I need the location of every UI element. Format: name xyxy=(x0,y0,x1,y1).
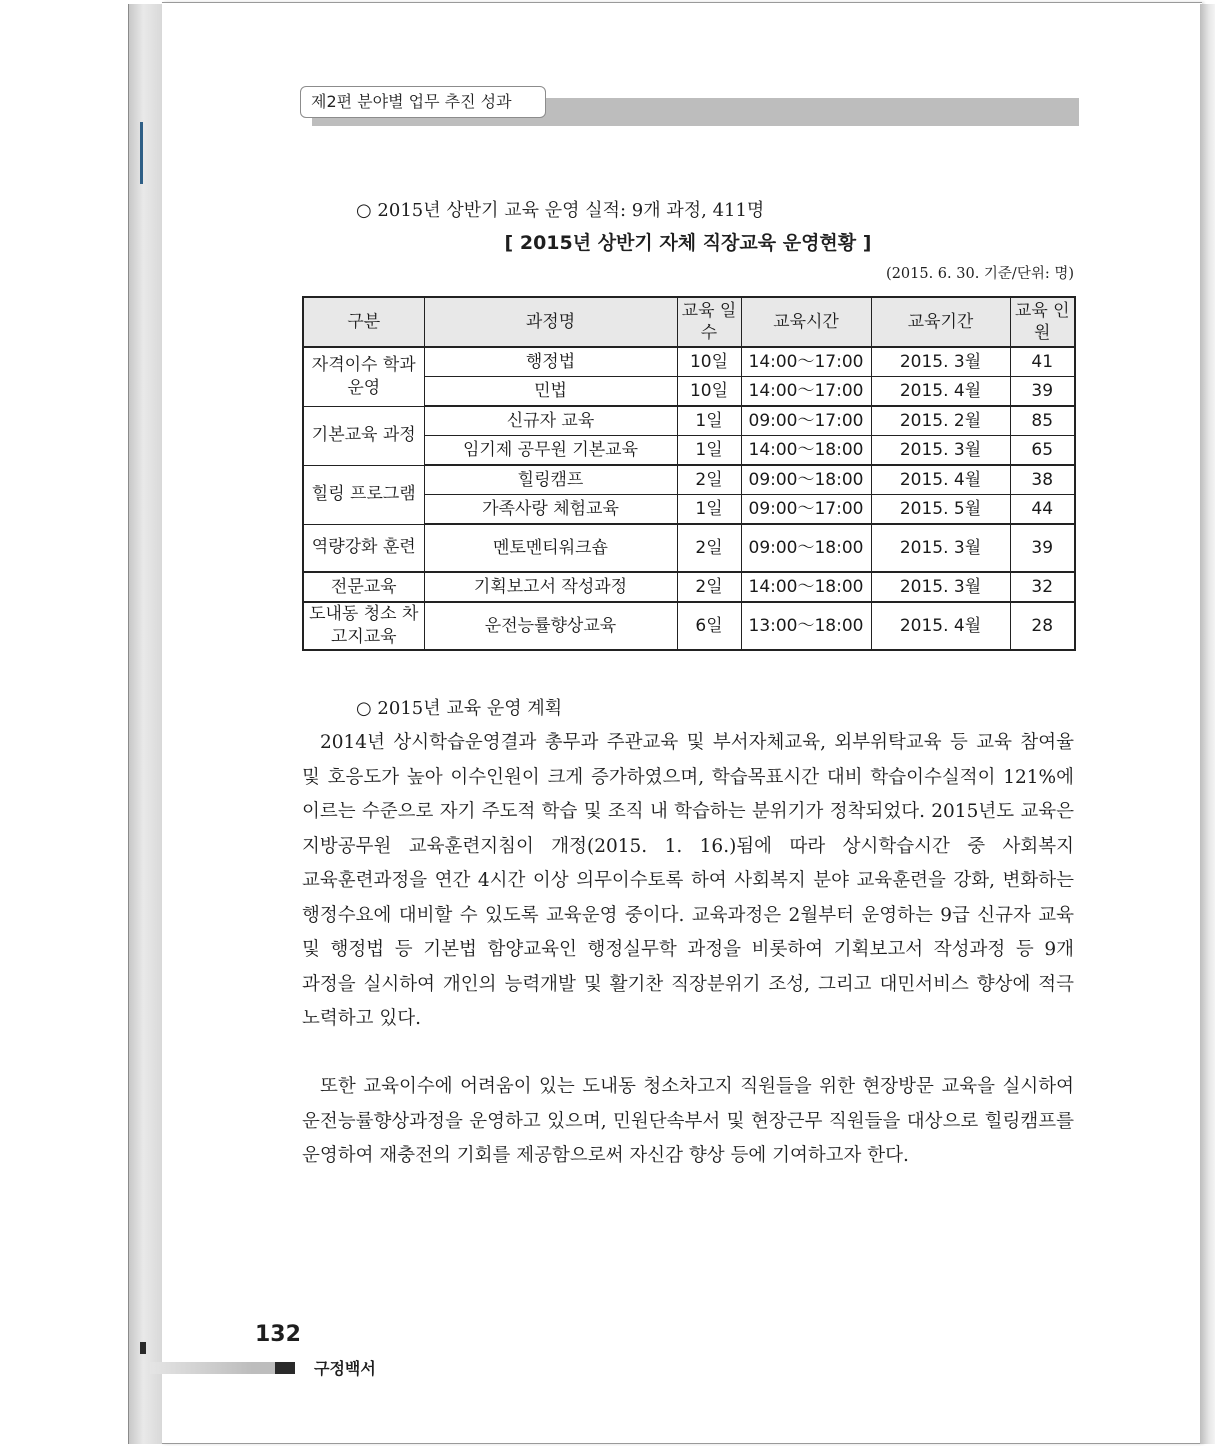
header-period: 교육기간 xyxy=(871,297,1010,347)
table-row xyxy=(303,406,1075,436)
spine-bottom-mark xyxy=(140,1342,146,1354)
time-cell: 14:00～17:00 xyxy=(741,377,871,407)
book-title: 구정백서 xyxy=(314,1359,376,1378)
course-cell: 임기제 공무원 기본교육 xyxy=(424,436,677,466)
time-cell: 13:00～18:00 xyxy=(741,602,871,650)
course-cell: 운전능률향상교육 xyxy=(424,602,677,650)
count-cell: 39 xyxy=(1010,524,1075,572)
period-cell: 2015. 2월 xyxy=(871,406,1010,436)
period-cell: 2015. 3월 xyxy=(871,572,1010,602)
course-cell: 가족사랑 체험교육 xyxy=(424,495,677,525)
count-cell: 44 xyxy=(1010,495,1075,525)
category-cell: 기본교육 과정 xyxy=(303,406,424,465)
period-cell: 2015. 3월 xyxy=(871,524,1010,572)
days-cell: 1일 xyxy=(677,495,741,525)
days-cell: 2일 xyxy=(677,524,741,572)
table-header-row xyxy=(303,297,1075,347)
plan-heading: ○ 2015년 교육 운영 계획 xyxy=(356,698,563,719)
time-cell: 09:00～18:00 xyxy=(741,524,871,572)
time-cell: 09:00～17:00 xyxy=(741,406,871,436)
category-cell: 도내동 청소 차고지교육 xyxy=(303,602,424,650)
time-cell: 14:00～17:00 xyxy=(741,347,871,377)
days-cell: 6일 xyxy=(677,602,741,650)
time-cell: 14:00～18:00 xyxy=(741,436,871,466)
category-cell: 역량강화 훈련 xyxy=(303,524,424,572)
table-row xyxy=(303,465,1075,495)
section-header-label: 제2편 분야별 업무 추진 성과 xyxy=(300,86,546,118)
period-cell: 2015. 5월 xyxy=(871,495,1010,525)
table-row xyxy=(303,572,1075,602)
count-cell: 65 xyxy=(1010,436,1075,466)
table-title: [ 2015년 상반기 자체 직장교육 운영현황 ] xyxy=(504,232,872,254)
header-days: 교육 일수 xyxy=(677,297,741,347)
footer-block xyxy=(275,1362,295,1374)
next-page-edge xyxy=(1200,4,1215,1444)
days-cell: 10일 xyxy=(677,377,741,407)
count-cell: 32 xyxy=(1010,572,1075,602)
count-cell: 85 xyxy=(1010,406,1075,436)
time-cell: 14:00～18:00 xyxy=(741,572,871,602)
period-cell: 2015. 4월 xyxy=(871,465,1010,495)
header-time: 교육시간 xyxy=(741,297,871,347)
course-cell: 민법 xyxy=(424,377,677,407)
days-cell: 2일 xyxy=(677,465,741,495)
count-cell: 39 xyxy=(1010,377,1075,407)
page-number: 132 xyxy=(255,1322,301,1347)
count-cell: 38 xyxy=(1010,465,1075,495)
course-cell: 행정법 xyxy=(424,347,677,377)
table-unit-note: (2015. 6. 30. 기준/단위: 명) xyxy=(886,266,1074,282)
days-cell: 10일 xyxy=(677,347,741,377)
body-paragraph: 2014년 상시학습운영결과 총무과 주관교육 및 부서자체교육, 외부위탁교육 등 교육 참여율 및 호응도가 높아 이수인원이 크게 증가하였으며, 학습목표시간 대비 학습이수실적이 121%에 이르는 수준으로 자기 주도적 학습 및 조직 내 학습하는 분위기가 정착되었다. 2015년도 교육은 지방공무원 교육훈련지침이 개정(2015. 1. 16.)됨에 따라 상시학습시간 중 사회복지 교육훈련과정을 연간 4시간 이상 의무이수토록 하여 사회복지 분야 교육훈련을 강화, 변화하는 행정수요에 대비할 수 있도록 교육운영 중이다. 교육과정은 2월부터 운영하는 9급 신규자 교육 및 행정법 등 기본법 함양교육인 행정실무학 과정을 비롯하여 기획보고서 작성과정 등 9개 과정을 실시하여 개인의 능력개발 및 활기찬 직장분위기 조성, 그리고 대민서비스 향상에 적극 노력하고 있다. xyxy=(302,732,1074,1029)
table-row xyxy=(303,524,1075,572)
count-cell: 28 xyxy=(1010,602,1075,650)
days-cell: 1일 xyxy=(677,436,741,466)
category-cell: 자격이수 학과 운영 xyxy=(303,347,424,406)
footer-bar xyxy=(150,1362,295,1374)
period-cell: 2015. 3월 xyxy=(871,436,1010,466)
count-cell: 41 xyxy=(1010,347,1075,377)
course-cell: 멘토멘티워크숍 xyxy=(424,524,677,572)
period-cell: 2015. 4월 xyxy=(871,377,1010,407)
days-cell: 2일 xyxy=(677,572,741,602)
period-cell: 2015. 4월 xyxy=(871,602,1010,650)
spine-accent-mark xyxy=(140,122,143,184)
education-table xyxy=(302,296,1076,651)
time-cell: 09:00～17:00 xyxy=(741,495,871,525)
category-cell: 힐링 프로그램 xyxy=(303,465,424,524)
body-paragraph: 또한 교육이수에 어려움이 있는 도내동 청소차고지 직원들을 위한 현장방문 교육을 실시하여 운전능률향상과정을 운영하고 있으며, 민원단속부서 및 현장근무 직원들을 대상으로 힐링캠프를 운영하여 재충전의 기회를 제공함으로써 자신감 향상 등에 기여하고자 한다. xyxy=(302,1076,1074,1166)
header-category: 구분 xyxy=(303,297,424,347)
category-cell: 전문교육 xyxy=(303,572,424,602)
days-cell: 1일 xyxy=(677,406,741,436)
header-course: 과정명 xyxy=(424,297,677,347)
time-cell: 09:00～18:00 xyxy=(741,465,871,495)
header-count: 교육 인원 xyxy=(1010,297,1075,347)
summary-line: ○ 2015년 상반기 교육 운영 실적: 9개 과정, 411명 xyxy=(356,200,765,221)
course-cell: 힐링캠프 xyxy=(424,465,677,495)
course-cell: 신규자 교육 xyxy=(424,406,677,436)
course-cell: 기획보고서 작성과정 xyxy=(424,572,677,602)
table-row xyxy=(303,602,1075,650)
book-spine xyxy=(128,4,166,1444)
table-row xyxy=(303,347,1075,377)
period-cell: 2015. 3월 xyxy=(871,347,1010,377)
